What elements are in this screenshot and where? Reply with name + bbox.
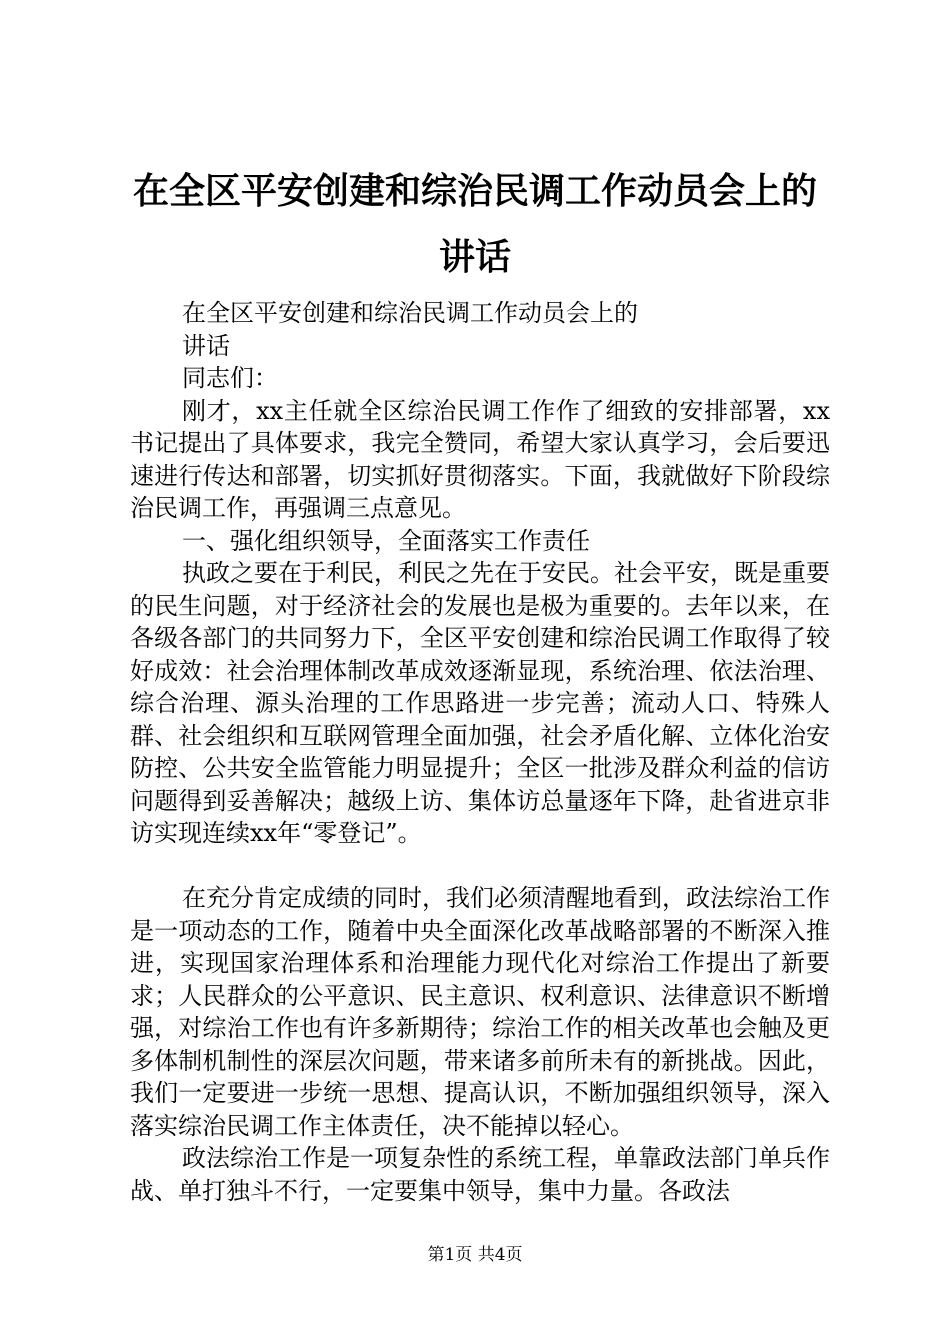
paragraph-opening: 刚才，xx主任就全区综治民调工作作了细致的安排部署，xx书记提出了具体要求，我完全赞同，希望大家认真学习，会后要迅速进行传达和部署，切实抓好贯彻落实。下面，我就做好下阶段综治民调工作，再强调三点意见。 [130,396,830,522]
paragraph-gap [130,850,830,883]
section-heading-1: 一、强化组织领导，全面落实工作责任 [182,526,590,555]
subtitle-line-2: 讲话 [182,331,230,360]
paragraph-system-engineering: 政法综治工作是一项复杂性的系统工程，单靠政法部门单兵作战、单打独斗不行，一定要集中领导，集中力量。各政法 [130,1144,830,1205]
paragraph-challenges: 在充分肯定成绩的同时，我们必须清醒地看到，政法综治工作是一项动态的工作，随着中央全面深化改革战略部署的不断深入推进，实现国家治理体系和治理能力现代化对综治工作提出了新要求；人民群众的公平意识、民主意识、权利意识、法律意识不断增强，对综治工作也有许多新期待；综治工作的相关改革也会触及更多体制机制性的深层次问题，带来诸多前所未有的新挑战。因此，我们一定要进一步统一思想、提高认识，不断加强组织领导，深入落实综治民调工作主体责任，决不能掉以轻心。 [130,884,830,1140]
paragraph-achievements: 执政之要在于利民，利民之先在于安民。社会平安，既是重要的民生问题，对于经济社会的发展也是极为重要的。去年以来，在各级各部门的共同努力下，全区平安创建和综治民调工作取得了较好成效：社会治理体制改革成效逐渐显现，系统治理、依法治理、综合治理、源头治理的工作思路进一步完善；流动人口、特殊人群、社会组织和互联网管理全面加强，社会矛盾化解、立体化治安防控、公共安全监管能力明显提升；全区一批涉及群众利益的信访问题得到妥善解决；越级上访、集体访总量逐年下降，赴省进京非访实现连续xx年“零登记”。 [130,559,830,847]
document-body [130,297,830,1207]
document-title: 在全区平安创建和综治民调工作动员会上的讲话 [132,170,817,278]
page-footer: 第1页 共4页 [427,1245,523,1265]
subtitle-line-1: 在全区平安创建和综治民调工作动员会上的 [182,299,638,327]
salutation: 同志们： [182,364,278,392]
